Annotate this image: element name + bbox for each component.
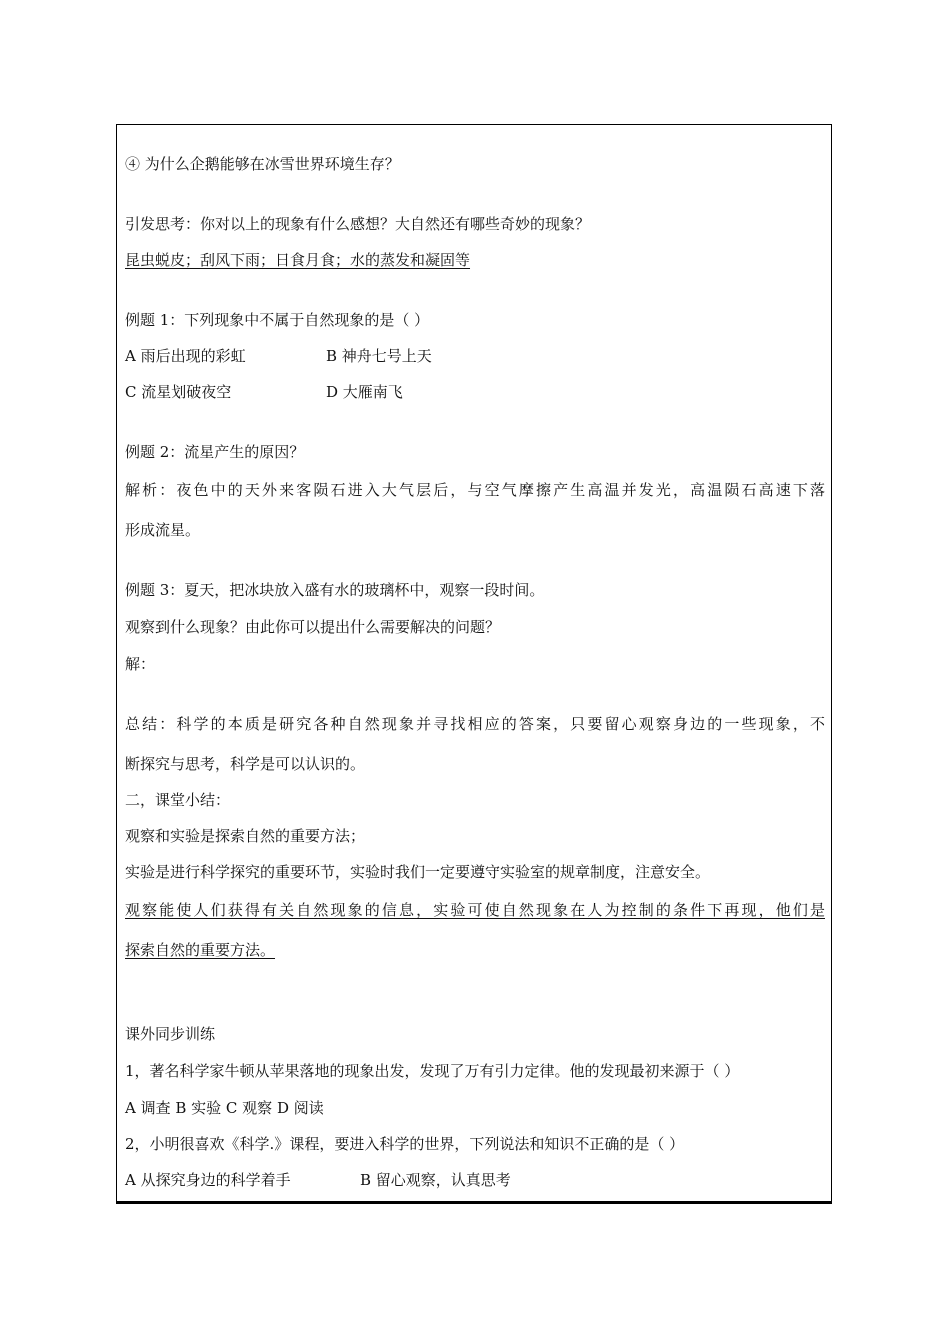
section-2-line-2: 实验是进行科学探究的重要环节，实验时我们一定要遵守实验室的规章制度，注意安全。 [125, 863, 711, 881]
content-frame [116, 124, 832, 1204]
example-2: 例题 2：流星产生的原因？ [125, 443, 305, 461]
practice-question-2-option-a: A 从探究身边的科学着手 [125, 1171, 291, 1189]
example-2-answer-line-1: 解析：夜色中的天外来客陨石进入大气层后，与空气摩擦产生高温并发光，高温陨石高速下落 [125, 481, 825, 499]
practice-question-2-option-b: B 留心观察，认真思考 [360, 1171, 511, 1189]
example-2-answer-line-2: 形成流星。 [125, 521, 201, 539]
think-answer: 昆虫蜕皮；刮风下雨；日食月食；水的蒸发和凝固等 [125, 251, 471, 269]
section-2-line-1: 观察和实验是探索自然的重要方法； [125, 827, 366, 845]
practice-question-1-options: A 调查 B 实验 C 观察 D 阅读 [125, 1099, 324, 1117]
practice-question-1: 1，著名科学家牛顿从苹果落地的现象出发，发现了万有引力定律。他的发现最初来源于（ ） [125, 1062, 740, 1080]
section-2-heading: 二，课堂小结： [125, 791, 231, 809]
example-1-option-a: A 雨后出现的彩虹 [125, 347, 246, 365]
summary-line-1: 总结：科学的本质是研究各种自然现象并寻找相应的答案，只要留心观察身边的一些现象，不 [125, 715, 825, 733]
example-1-option-d: D 大雁南飞 [326, 383, 403, 401]
section-2-line-4: 探索自然的重要方法。 [125, 941, 276, 959]
example-1-option-c: C 流星划破夜空 [125, 383, 232, 401]
question-4: ④ 为什么企鹅能够在冰雪世界环境生存？ [125, 155, 400, 173]
practice-question-2: 2，小明很喜欢《科学.》课程，要进入科学的世界，下列说法和知识不正确的是（ ） [125, 1135, 685, 1153]
example-3-answer: 解： [125, 655, 156, 673]
example-3-question: 观察到什么现象？由此你可以提出什么需要解决的问题？ [125, 618, 501, 636]
example-3: 例题 3：夏天，把冰块放入盛有水的玻璃杯中，观察一段时间。 [125, 581, 545, 599]
section-2-line-3: 观察能使人们获得有关自然现象的信息，实验可使自然现象在人为控制的条件下再现，他们是 [125, 901, 825, 919]
practice-heading: 课外同步训练 [125, 1025, 216, 1043]
think-prompt: 引发思考：你对以上的现象有什么感想？大自然还有哪些奇妙的现象？ [125, 215, 591, 233]
example-1: 例题 1：下列现象中不属于自然现象的是（ ） [125, 311, 430, 329]
example-1-option-b: B 神舟七号上天 [326, 347, 432, 365]
summary-line-2: 断探究与思考，科学是可以认识的。 [125, 755, 366, 773]
